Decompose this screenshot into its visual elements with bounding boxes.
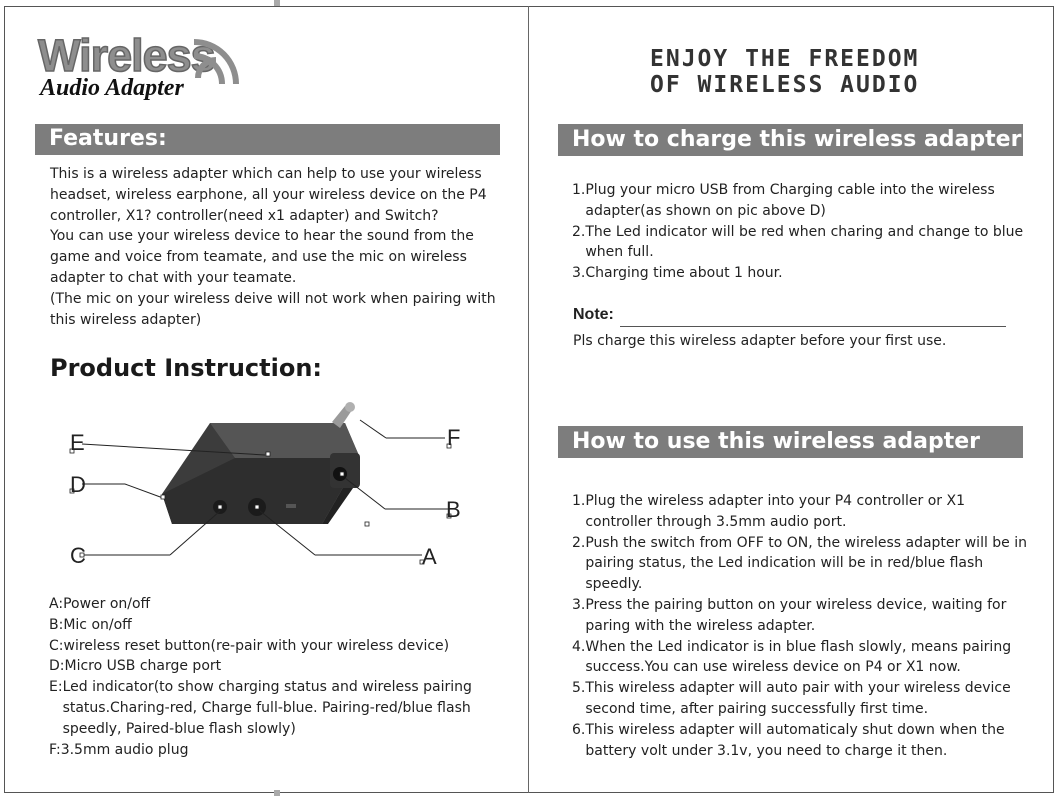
crop-mark [274,790,280,796]
part-desc: Mic on/off [63,616,132,633]
charge-steps-list [572,180,1032,284]
part-key: F: [49,741,61,758]
list-item: 2. The Led indicator will be red when charing and change to blue when full. [572,223,1024,261]
use-heading: How to use this wireless adapter [558,426,1023,458]
callout-label-e: E [70,430,85,455]
list-item: 3. Charging time about 1 hour. [572,265,783,282]
part-key: E: [49,679,63,696]
part-key: C: [49,637,64,654]
logo-subtitle: Audio Adapter [40,75,184,101]
features-paragraph: This is a wireless adapter which can help to use your wireless headset, wireless earphone, all your wireless device on the P4 controller, X1? controller(need x1 adapter) and Switch? [50,166,487,224]
callout-label-c: C [70,543,86,568]
list-item: 6. This wireless adapter will automaticaly shut down when the battery volt under 3.1v, you need to charge it then. [572,721,1005,759]
charge-heading: How to charge this wireless adapter [558,124,1023,156]
slogan [650,46,919,98]
logo-word: Wireless [38,30,215,81]
list-item: 4. When the Led indicator is in blue flash slowly, means pairing success.You can use wireless device on P4 or X1 now. [572,638,1012,676]
list-item: 2. Push the switch from OFF to ON, the wireless adapter will be in pairing status, the Led indication will be in red/blue flash speedly. [572,534,1028,593]
part-row [49,740,509,761]
part-desc: Led indicator(to show charging status and wireless pairing status.Charing-red, Charge full-blue. Pairing-red/blue flash speedly, Paired-blue flash slowly) [62,679,472,737]
part-row [49,656,509,677]
part-key: D: [49,658,65,675]
product-instruction-heading: Product Instruction: [50,354,323,382]
fold-line [528,6,529,793]
list-item: 3. Press the pairing button on your wireless device, waiting for paring with the wireless adapter. [572,596,1007,634]
parts-list [49,594,509,760]
wireless-waves-icon [192,34,252,94]
part-row [49,594,509,615]
crop-mark [274,0,280,6]
callout-label-a: A [422,544,437,569]
list-item: 1. Plug your micro USB from Charging cable into the wireless adapter(as shown on pic above D) [572,182,995,219]
features-text [50,164,505,330]
part-row [49,677,509,739]
part-row [49,636,509,657]
slogan-line-1: ENJOY THE FREEDOM [650,46,920,72]
product-diagram [60,398,480,578]
part-desc: Micro USB charge port [64,658,222,675]
adapter-device-image [162,402,360,524]
features-paragraph: (The mic on your wireless deive will not work when pairing with this wireless adapter) [50,290,496,328]
list-item: 5. This wireless adapter will auto pair with your wireless device second time, after pairing successfully first time. [572,680,1011,717]
note-text: Pls charge this wireless adapter before your first use. [573,333,947,349]
part-row [49,615,509,636]
use-steps-list [572,491,1032,761]
callout-label-d: D [70,472,86,497]
part-key: B: [49,616,64,633]
part-desc: Power on/off [63,596,151,612]
features-heading: Features: [35,124,500,155]
list-item: 1. Plug the wireless adapter into your P4 controller or X1 controller through 3.5mm audio port. [572,493,966,530]
note-divider [620,326,1006,327]
callout-label-b: B [446,497,461,522]
features-paragraph: You can use your wireless device to hear the sound from the game and voice from teamate, and use the mic on wireless adapter to chat with your teamate. [50,228,474,286]
callout-label-f: F [447,425,461,450]
slogan-line-2: OF WIRELESS AUDIO [650,72,920,98]
note-title: Note: [573,306,614,323]
part-desc: 3.5mm audio plug [60,741,189,758]
brand-logo [36,30,256,105]
part-key: A: [49,596,64,612]
part-desc: wireless reset button(re-pair with your wireless device) [63,637,450,654]
